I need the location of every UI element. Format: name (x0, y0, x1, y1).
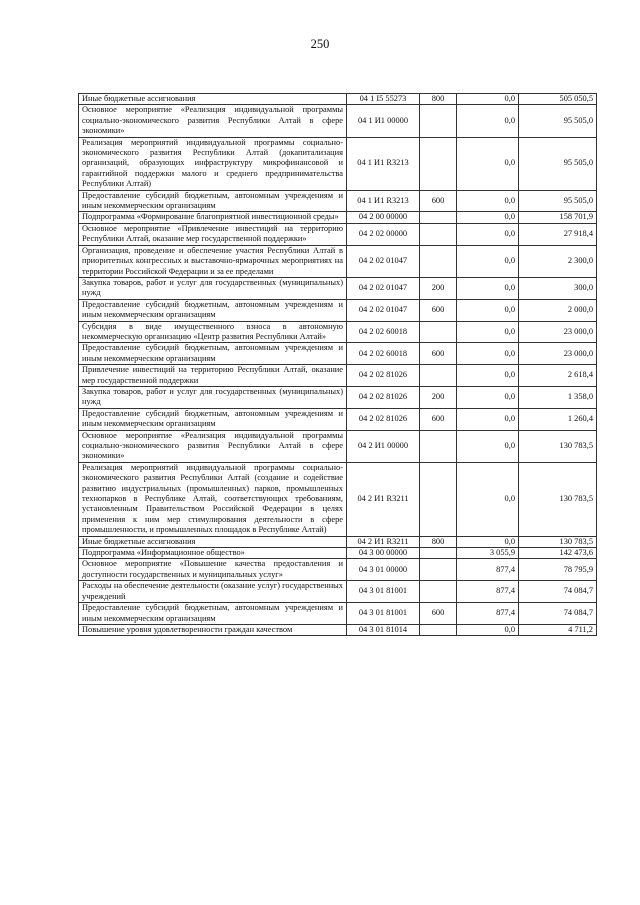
cell-code: 04 1 И1 R3213 (347, 137, 420, 190)
cell-name: Расходы на обеспечение деятельности (оказание услуг) государственных учреждений (79, 581, 347, 603)
table-row (79, 212, 597, 223)
cell-sum2: 1 358,0 (519, 386, 597, 408)
cell-type: 200 (420, 386, 457, 408)
cell-sum2: 95 505,0 (519, 105, 597, 137)
table-row (79, 581, 597, 603)
cell-sum1: 0,0 (457, 386, 519, 408)
cell-type: 800 (420, 536, 457, 547)
cell-type (420, 105, 457, 137)
cell-name: Организация, проведение и обеспечение участия Республики Алтай в приоритетных конгрессных и выставочно-ярмарочных мероприятиях на территории Российской Федерации и за ее пределами (79, 245, 347, 277)
cell-code: 04 2 И1 00000 (347, 430, 420, 462)
cell-name: Основное мероприятие «Повышение качества предоставления и доступности государственных и муниципальных услуг» (79, 559, 347, 581)
cell-code: 04 2 02 00000 (347, 223, 420, 245)
cell-code: 04 1 I5 55273 (347, 94, 420, 105)
cell-name: Повышение уровня удовлетворенности граждан качеством (79, 624, 347, 635)
cell-sum2: 23 000,0 (519, 321, 597, 343)
cell-sum2: 142 473,6 (519, 548, 597, 559)
cell-code: 04 2 02 81026 (347, 408, 420, 430)
cell-code: 04 2 02 81026 (347, 365, 420, 387)
cell-code: 04 2 02 01047 (347, 277, 420, 299)
table-row (79, 386, 597, 408)
table-row (79, 536, 597, 547)
cell-sum2: 23 000,0 (519, 343, 597, 365)
cell-name: Предоставление субсидий бюджетным, автономным учреждениям и иным некоммерческим организациям (79, 343, 347, 365)
cell-code: 04 2 02 60018 (347, 343, 420, 365)
cell-sum2: 130 783,5 (519, 536, 597, 547)
table-row (79, 277, 597, 299)
budget-table (78, 93, 597, 636)
page-number: 250 (310, 37, 330, 51)
cell-code: 04 3 01 81014 (347, 624, 420, 635)
cell-code: 04 2 02 01047 (347, 299, 420, 321)
cell-name: Основное мероприятие «Привлечение инвестиций на территорию Республики Алтай, оказание мер государственной поддержки» (79, 223, 347, 245)
cell-type (420, 223, 457, 245)
cell-sum1: 0,0 (457, 624, 519, 635)
table-row (79, 105, 597, 137)
cell-sum2: 74 084,7 (519, 603, 597, 625)
cell-sum1: 0,0 (457, 105, 519, 137)
cell-code: 04 3 00 00000 (347, 548, 420, 559)
cell-name: Привлечение инвестиций на территорию Республики Алтай, оказание мер государственной поддержки (79, 365, 347, 387)
cell-code: 04 2 02 81026 (347, 386, 420, 408)
cell-name: Подпрограмма «Информационное общество» (79, 548, 347, 559)
cell-code: 04 1 И1 R3213 (347, 190, 420, 212)
cell-sum2: 95 505,0 (519, 137, 597, 190)
cell-name: Закупка товаров, работ и услуг для государственных (муниципальных) нужд (79, 386, 347, 408)
cell-sum2: 2 300,0 (519, 245, 597, 277)
cell-sum2: 27 918,4 (519, 223, 597, 245)
table-row (79, 430, 597, 462)
cell-type (420, 548, 457, 559)
table-row (79, 321, 597, 343)
cell-name: Закупка товаров, работ и услуг для государственных (муниципальных) нужд (79, 277, 347, 299)
cell-sum1: 0,0 (457, 462, 519, 536)
cell-name: Предоставление субсидий бюджетным, автономным учреждениям и иным некоммерческим организациям (79, 603, 347, 625)
cell-type: 600 (420, 299, 457, 321)
table-row (79, 408, 597, 430)
cell-name: Подпрограмма «Формирование благоприятной инвестиционной среды» (79, 212, 347, 223)
cell-type (420, 430, 457, 462)
cell-type: 600 (420, 190, 457, 212)
cell-sum1: 0,0 (457, 137, 519, 190)
cell-name: Основное мероприятие «Реализация индивидуальной программы социально-экономического развития Республики Алтай в сфере экономики» (79, 105, 347, 137)
cell-sum2: 130 783,5 (519, 430, 597, 462)
cell-sum1: 0,0 (457, 223, 519, 245)
cell-name: Предоставление субсидий бюджетным, автономным учреждениям и иным некоммерческим организациям (79, 408, 347, 430)
table-row (79, 299, 597, 321)
table-row (79, 94, 597, 105)
cell-code: 04 2 И1 R3211 (347, 536, 420, 547)
table-row (79, 365, 597, 387)
cell-name: Реализация мероприятий индивидуальной программы социально-экономического развития Республики Алтай (докапитализация организаций, образующих инфраструктуру микрофинансовой и гарантийной поддержки малого и среднего предпринимательства Республики Алтай) (79, 137, 347, 190)
cell-sum2: 95 505,0 (519, 190, 597, 212)
cell-sum2: 158 701,9 (519, 212, 597, 223)
cell-sum1: 0,0 (457, 277, 519, 299)
cell-name: Предоставление субсидий бюджетным, автономным учреждениям и иным некоммерческим организациям (79, 299, 347, 321)
table-row (79, 462, 597, 536)
cell-code: 04 2 00 00000 (347, 212, 420, 223)
cell-type (420, 462, 457, 536)
cell-type: 600 (420, 343, 457, 365)
cell-type: 800 (420, 94, 457, 105)
cell-code: 04 1 И1 00000 (347, 105, 420, 137)
cell-sum1: 0,0 (457, 430, 519, 462)
cell-code: 04 3 01 00000 (347, 559, 420, 581)
table-row (79, 603, 597, 625)
cell-sum1: 0,0 (457, 212, 519, 223)
cell-type: 600 (420, 603, 457, 625)
cell-sum2: 505 050,5 (519, 94, 597, 105)
cell-sum2: 2 618,4 (519, 365, 597, 387)
table-row (79, 137, 597, 190)
cell-type: 200 (420, 277, 457, 299)
cell-code: 04 2 02 60018 (347, 321, 420, 343)
cell-code: 04 2 02 01047 (347, 245, 420, 277)
cell-sum1: 0,0 (457, 365, 519, 387)
cell-name: Реализация мероприятий индивидуальной программы социально-экономического развития Республики Алтай (создание и содействие развитию индустриальных (промышленных) парков, промышленных технопарков в Республике Алтай, соответствующих требованиям, установленным Правительством Российской Федерации в целях применения к ним мер стимулирования деятельности в сфере промышленности, и промышленных площадок в Республике Алтай) (79, 462, 347, 536)
cell-sum2: 1 260,4 (519, 408, 597, 430)
cell-sum1: 0,0 (457, 245, 519, 277)
cell-code: 04 3 01 81001 (347, 581, 420, 603)
cell-sum2: 74 084,7 (519, 581, 597, 603)
cell-name: Основное мероприятие «Реализация индивидуальной программы социально-экономического развития Республики Алтай в сфере экономики» (79, 430, 347, 462)
cell-sum1: 0,0 (457, 536, 519, 547)
table-row (79, 245, 597, 277)
cell-sum1: 0,0 (457, 190, 519, 212)
table-row (79, 559, 597, 581)
cell-sum2: 78 795,9 (519, 559, 597, 581)
cell-sum2: 4 711,2 (519, 624, 597, 635)
cell-sum2: 2 000,0 (519, 299, 597, 321)
cell-type: 600 (420, 408, 457, 430)
cell-name: Предоставление субсидий бюджетным, автономным учреждениям и иным некоммерческим организациям (79, 190, 347, 212)
cell-name: Субсидия в виде имущественного взноса в автономную некоммерческую организацию «Центр развития Республики Алтай» (79, 321, 347, 343)
cell-type (420, 581, 457, 603)
cell-sum2: 300,0 (519, 277, 597, 299)
cell-sum1: 877,4 (457, 603, 519, 625)
table-row (79, 223, 597, 245)
cell-type (420, 365, 457, 387)
cell-code: 04 2 И1 R3211 (347, 462, 420, 536)
cell-sum1: 0,0 (457, 94, 519, 105)
cell-sum1: 0,0 (457, 343, 519, 365)
table-row (79, 343, 597, 365)
cell-code: 04 3 01 81001 (347, 603, 420, 625)
cell-type (420, 212, 457, 223)
table-row (79, 624, 597, 635)
cell-type (420, 137, 457, 190)
cell-sum1: 877,4 (457, 559, 519, 581)
cell-sum1: 0,0 (457, 321, 519, 343)
table-row (79, 548, 597, 559)
cell-sum1: 0,0 (457, 408, 519, 430)
cell-sum1: 877,4 (457, 581, 519, 603)
cell-type (420, 321, 457, 343)
cell-name: Иные бюджетные ассигнования (79, 536, 347, 547)
cell-type (420, 624, 457, 635)
cell-name: Иные бюджетные ассигнования (79, 94, 347, 105)
cell-type (420, 245, 457, 277)
cell-sum1: 3 055,9 (457, 548, 519, 559)
cell-sum1: 0,0 (457, 299, 519, 321)
cell-sum2: 130 783,5 (519, 462, 597, 536)
table-row (79, 190, 597, 212)
cell-type (420, 559, 457, 581)
